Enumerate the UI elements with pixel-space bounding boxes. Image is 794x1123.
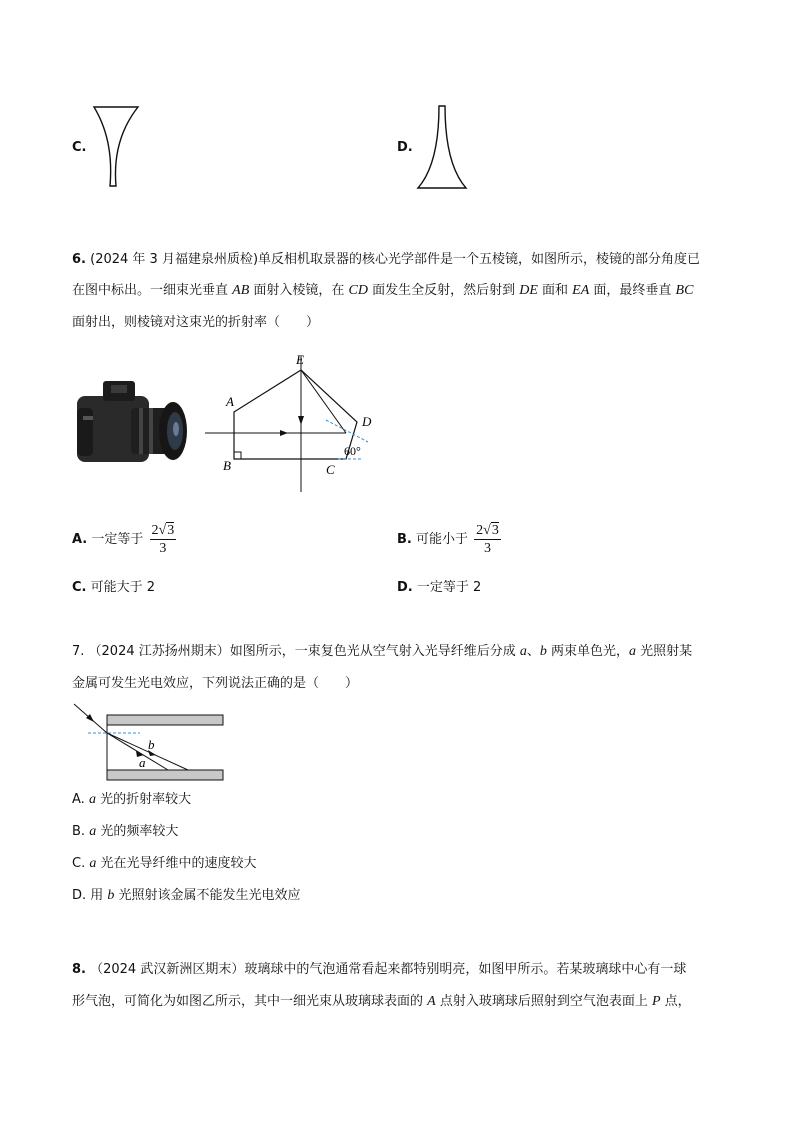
q6-option-b[interactable]: B. 可能小于 $\frac{2√3}{3}$ (397, 523, 499, 556)
q8-stem-line2: 形气泡，可简化为如图乙所示，其中一细光束从玻璃球表面的 A 点射入玻璃球后照射到空气泡表面上 P 点， (72, 994, 691, 1009)
q7-option-c[interactable]: C. a 光在光导纤维中的速度较大 (72, 856, 257, 871)
label-c: C (326, 462, 335, 477)
pentaprism-diagram (200, 352, 380, 494)
q6-stem-line3: 面射出，则棱镜对这束光的折射率（ ） (72, 315, 320, 330)
option-c-shape (90, 100, 140, 192)
q8-text: （2024 武汉新洲区期末）玻璃球中的气泡通常看起来都特别明亮，如图甲所示。若某玻璃球中心有一球 (85, 962, 687, 977)
label-e: E (296, 352, 304, 367)
q7-stem-line1: 7. （2024 江苏扬州期末）如图所示，一束复色光从空气射入光导纤维后分成 a、b 两束单色光，a 光照射某 (72, 644, 693, 659)
fraction-2sqrt3-over-3: $\frac{2√3}{3}$ (476, 523, 499, 556)
label-b: b (148, 737, 155, 752)
label-a: A (226, 394, 234, 409)
q7-option-d[interactable]: D. 用 b 光照射该金属不能发生光电效应 (72, 888, 301, 903)
label-d: D (362, 414, 372, 429)
q6-stem-line2: 在图中标出。一细束光垂直 AB 面射入棱镜，在 CD 面发生全反射，然后射到 DE 面和 EA 面，最终垂直 BC (72, 283, 694, 298)
camera-image (75, 378, 190, 466)
q6-stem-line1: 6. (2024 年 3 月福建泉州质检)单反相机取景器的核心光学部件是一个五棱镜，如图所示，棱镜的部分角度已 (72, 252, 701, 267)
label-a: a (139, 755, 146, 770)
option-d-label: D. (397, 140, 413, 155)
option-c-label: C. (72, 140, 87, 155)
label-b: B (223, 458, 231, 473)
q7-option-b[interactable]: B. a 光的频率较大 (72, 824, 179, 839)
fraction-2sqrt3-over-3: $\frac{2√3}{3}$ (151, 523, 175, 556)
q7-option-a[interactable]: A. a 光的折射率较大 (72, 792, 192, 807)
q7-stem-line2: 金属可发生光电效应，下列说法正确的是（ ） (72, 676, 359, 691)
label-angle: 60° (344, 444, 361, 458)
q6-option-a[interactable]: A. 一定等于 $\frac{2√3}{3}$ (72, 523, 175, 556)
option-d-shape (414, 102, 470, 192)
q6-option-c[interactable]: C. 可能大于 2 (72, 580, 156, 595)
q6-option-d[interactable]: D. 一定等于 2 (397, 580, 482, 595)
optical-fiber-diagram (70, 700, 230, 784)
q8-stem-line1: 8. （2024 武汉新洲区期末）玻璃球中的气泡通常看起来都特别明亮，如图甲所示。若某玻璃球中心有一球 (72, 962, 687, 977)
